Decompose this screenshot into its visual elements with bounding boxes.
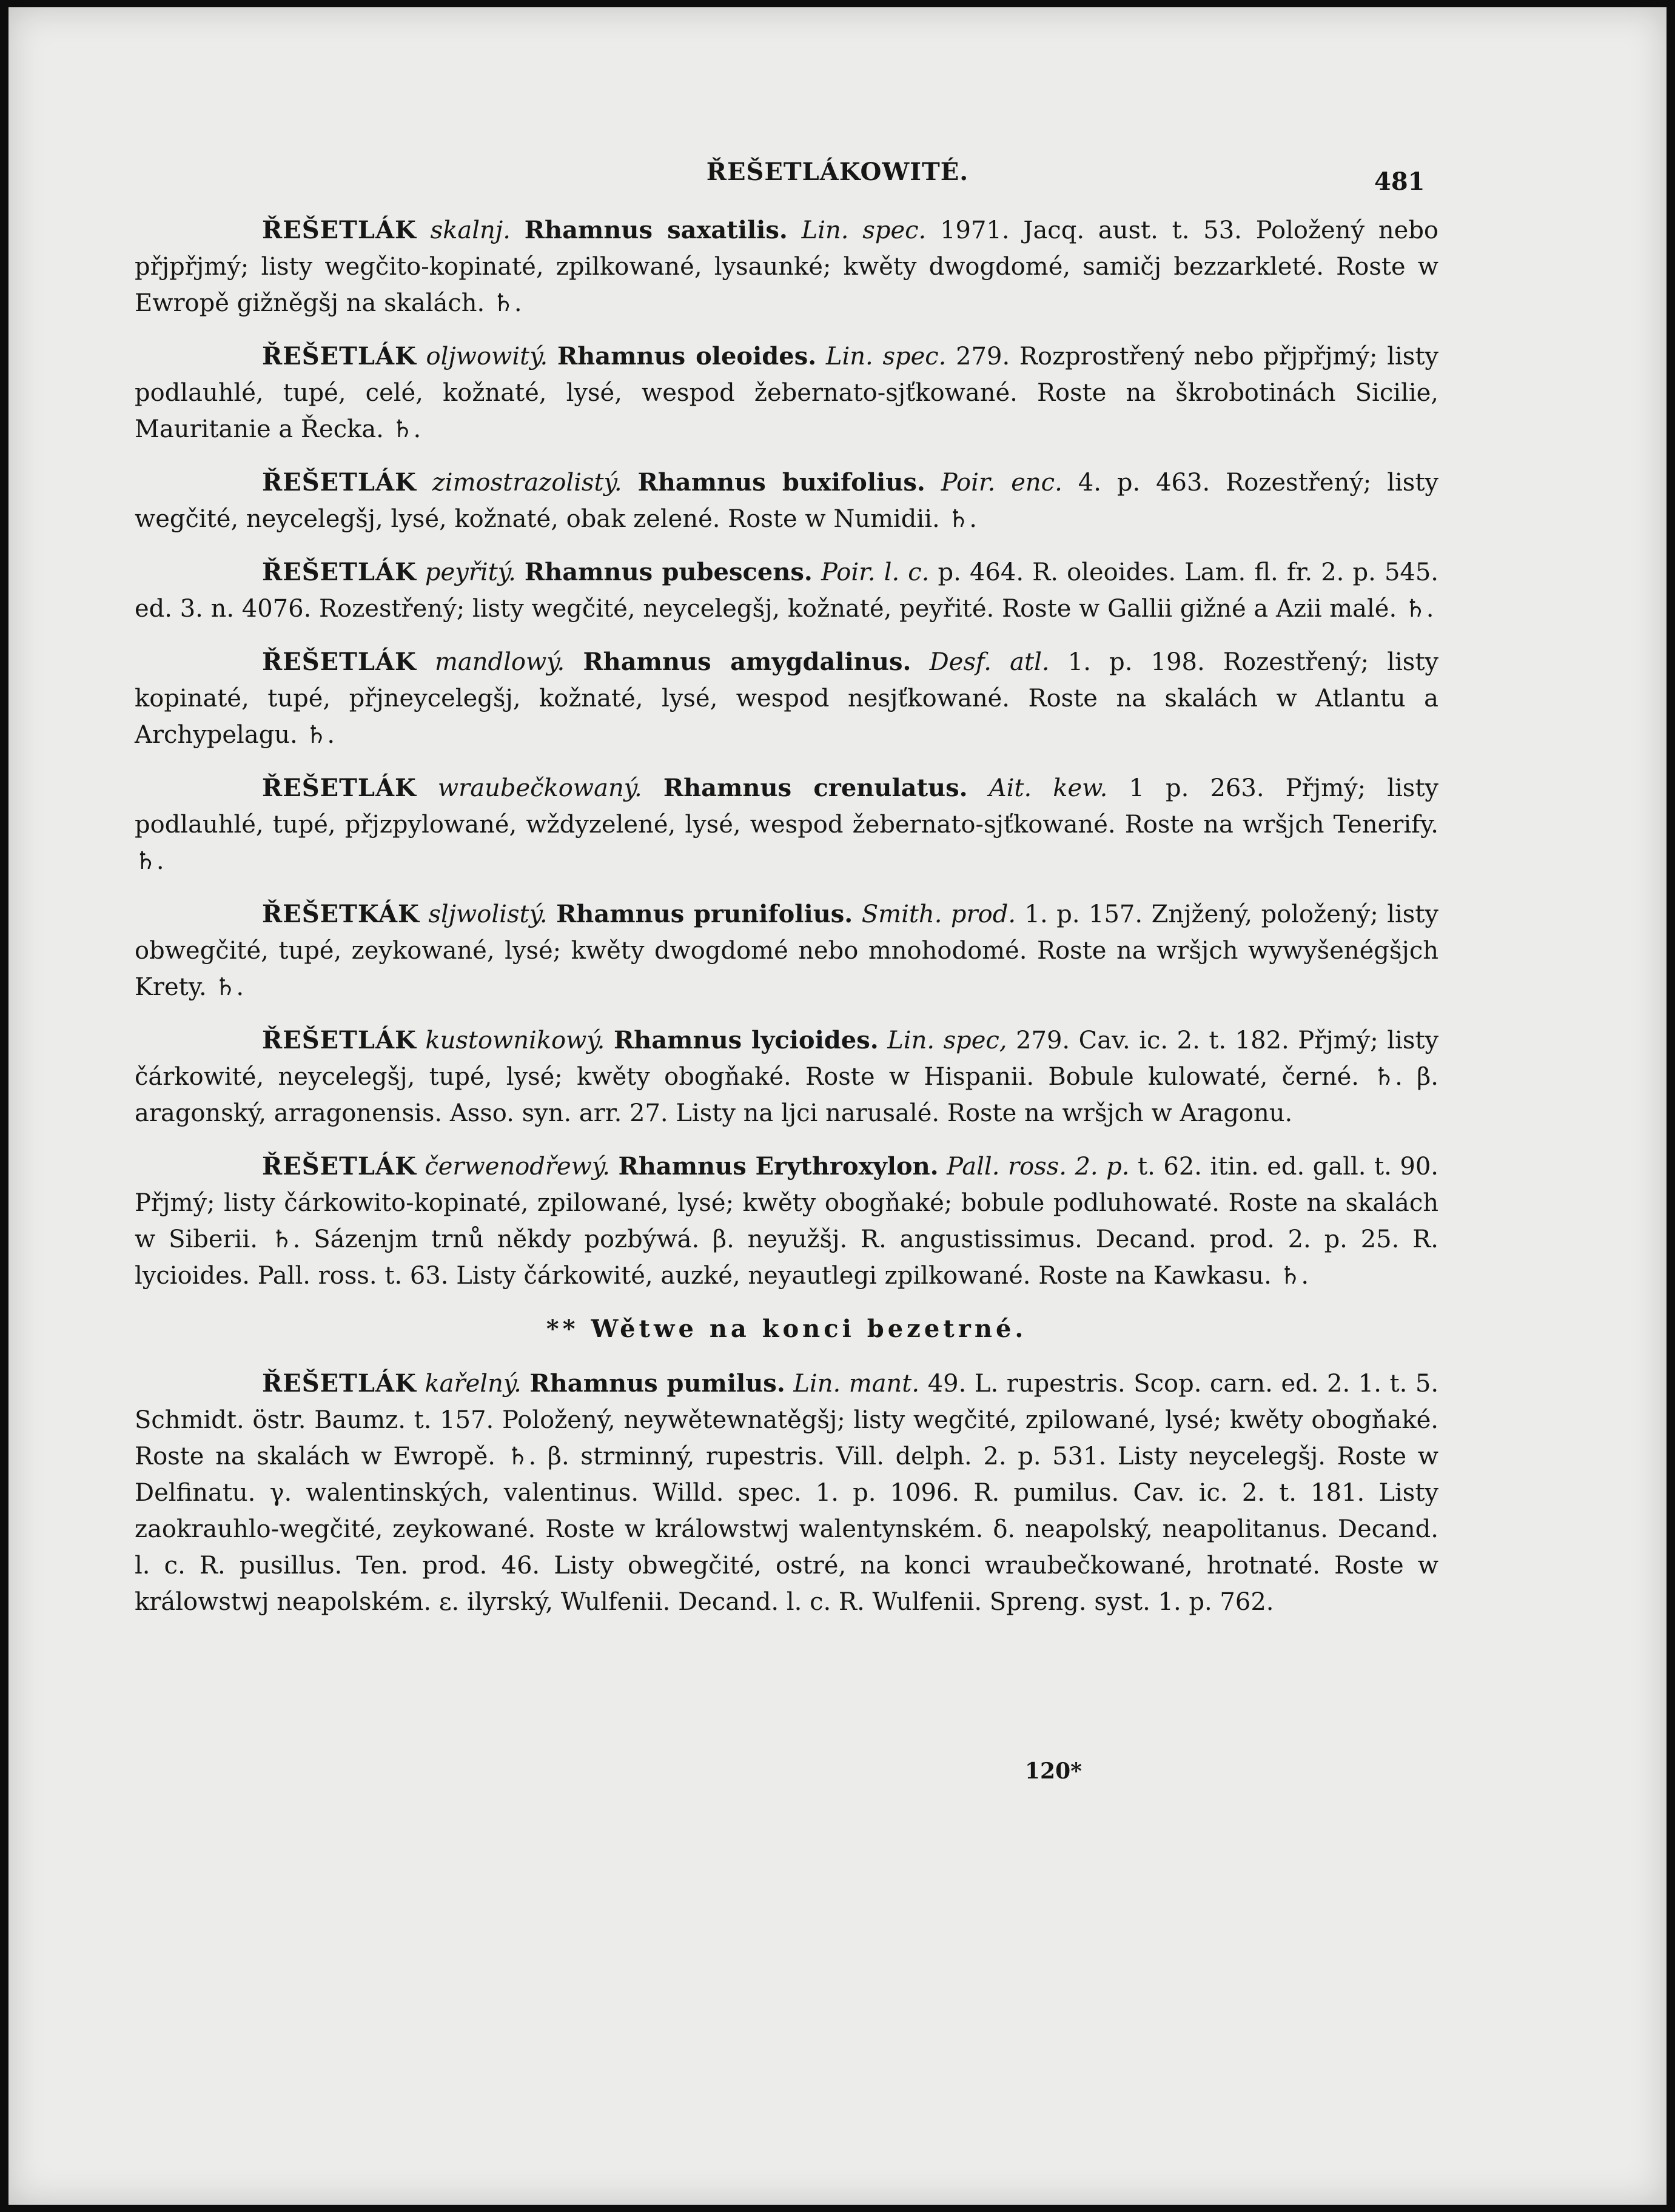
entry-species: oljwowitý. <box>426 343 548 370</box>
entry-text: 49. L. rupestris. Scop. carn. ed. 2. 1. t. 5. Schmidt. östr. Baumz. t. 157. Položený, neywětewnatěgšj; listy wegčité, zpilowané, lysé; kwěty obogňaké. Roste na skalách w Ewropě. ♄. β. strminný, rupestris. Vill. delph. 2. p. 531. Listy neycelegšj. Roste w Delfinatu. γ. walentinských, valentinus. Willd. spec. 1. p. 1096. R. pumilus. Cav. ic. 2. t. 181. Listy zaokrauhlo-wegčité, zeykowané. Roste w králowstwj walentynském. δ. neapolský, neapolitanus. Decand. l. c. R. pusillus. Ten. prod. 46. Listy obwegčité, ostré, na konci wraubečkowané, hrotnaté. Roste w králowstwj neapolském. ε. ilyrský, Wulfenii. Decand. l. c. R. Wulfenii. Spreng. syst. 1. p. 762. <box>135 1370 1439 1616</box>
entry-species: čerwenodřewý. <box>425 1153 610 1181</box>
entry-latin-name: Rhamnus crenulatus. <box>663 774 968 802</box>
entry-citation: Smith. prod. <box>861 900 1016 928</box>
entry-latin-name: Rhamnus saxatilis. <box>524 216 788 244</box>
entry-genus: ŘEŠETLÁK <box>262 1369 417 1398</box>
entry-genus: ŘEŠETLÁK <box>262 774 417 802</box>
entry-latin-name: Rhamnus Erythroxylon. <box>618 1152 939 1181</box>
entry-text: 1971. Jacq. aust. t. 53. Položený nebo přjpřjmý; listy wegčito-kopinaté, zpilkowané, lysaunké; kwěty dwogdomé, samičj bezzarkleté. Roste w Ewropě gižněgšj na skalách. ♄. <box>135 216 1439 317</box>
entry-citation: Ait. kew. <box>989 774 1108 802</box>
entry-rhamnus-amygdalinus <box>135 644 1438 753</box>
entry-species: mandlowý. <box>434 648 565 676</box>
entry-text: t. 62. itin. ed. gall. t. 90. Přjmý; listy čárkowito-kopinaté, zpilowané, lysé; kwěty obogňaké; bobule podluhowaté. Roste na skalách w Siberii. ♄. Sázenjm trnů někdy pozbýwá. β. neyužšj. R. angustissimus. Decand. prod. 2. p. 25. R. lycioides. Pall. ross. t. 63. Listy čárkowité, auzké, neyautlegi zpilkowané. Roste na Kawkasu. ♄. <box>135 1153 1438 1290</box>
entry-text: 279. Rozprostřený nebo přjpřjmý; listy podlauhlé, tupé, celé, kožnaté, lysé, wespod žebernato-sjťkowané. Roste na škrobotinách Sicilie, Mauritanie a Řecka. ♄. <box>135 343 1439 443</box>
entry-text: 1. p. 198. Rozestřený; listy kopinaté, tupé, přjneycelegšj, kožnaté, lysé, wespod nesjťkowané. Roste na skalách w Atlantu a Archypelagu. ♄. <box>135 648 1439 749</box>
page-number: 481 <box>1374 167 1425 196</box>
entry-species: kařelný. <box>425 1370 522 1398</box>
entry-rhamnus-pumilus <box>135 1366 1438 1620</box>
entry-text: 1. p. 157. Znjžený, položený; listy obwegčité, tupé, zeykowané, lysé; kwěty dwogdomé nebo mnohodomé. Roste na wršjch wywyšenégšjch Krety. ♄. <box>135 900 1438 1001</box>
entry-genus: ŘEŠETKÁK <box>262 900 420 928</box>
entry-citation: Pall. ross. 2. p. <box>947 1153 1130 1181</box>
page-body <box>135 212 1438 1637</box>
entry-text: 4. p. 463. Rozestřený; listy wegčité, neycelegšj, lysé, kožnaté, obak zelené. Roste w Numidii. ♄. <box>135 469 1438 533</box>
entry-text: 1 p. 263. Přjmý; listy podlauhlé, tupé, přjzpylowané, wždyzelené, lysé, wespod žebernato-sjťkowané. Roste na wršjch Tenerify. ♄. <box>135 774 1438 875</box>
entry-genus: ŘEŠETLÁK <box>262 1026 417 1054</box>
entry-citation: Poir. enc. <box>941 469 1062 497</box>
entry-species: sljwolistý. <box>428 900 548 928</box>
entry-latin-name: Rhamnus lycioides. <box>613 1026 879 1054</box>
entry-rhamnus-pubescens <box>135 554 1438 627</box>
entry-citation: Lin. spec. <box>825 343 947 370</box>
entry-genus: ŘEŠETLÁK <box>262 648 417 676</box>
entry-genus: ŘEŠETLÁK <box>262 342 417 370</box>
entry-species: skalnj. <box>430 216 511 244</box>
entry-genus: ŘEŠETLÁK <box>262 216 417 244</box>
entry-species: zimostrazolistý. <box>432 469 622 497</box>
entry-latin-name: Rhamnus pumilus. <box>529 1369 785 1398</box>
running-title: ŘEŠETLÁKOWITÉ. <box>706 158 969 186</box>
entry-latin-name: Rhamnus prunifolius. <box>556 900 853 928</box>
entry-species: kustownikowý. <box>425 1027 605 1054</box>
signature-mark: 120* <box>1025 1758 1082 1784</box>
entry-latin-name: Rhamnus buxifolius. <box>637 468 925 497</box>
entry-rhamnus-erythroxylon <box>135 1148 1438 1294</box>
entry-species: peyřitý. <box>425 558 516 586</box>
entry-citation: Lin. spec, <box>887 1027 1007 1054</box>
entry-rhamnus-crenulatus <box>135 770 1438 879</box>
entry-citation: Desf. atl. <box>929 648 1050 676</box>
section-heading: ** Wětwe na konci bezetrné. <box>546 1315 1027 1343</box>
entry-citation: Lin. spec. <box>801 216 927 244</box>
book-page <box>8 7 1667 2205</box>
entry-genus: ŘEŠETLÁK <box>262 468 417 497</box>
entry-latin-name: Rhamnus oleoides. <box>557 342 817 370</box>
entry-citation: Lin. mant. <box>793 1370 920 1398</box>
entry-latin-name: Rhamnus pubescens. <box>524 558 813 586</box>
entry-citation: Poir. l. c. <box>821 558 930 586</box>
entry-rhamnus-oleoides <box>135 338 1438 447</box>
entry-rhamnus-lycioides <box>135 1022 1438 1131</box>
entry-genus: ŘEŠETLÁK <box>262 1152 417 1181</box>
entry-text: p. 464. R. oleoides. Lam. fl. fr. 2. p. 545. ed. 3. n. 4076. Rozestřený; listy wegčité, neycelegšj, kožnaté, peyřité. Roste w Gallii gižné a Azii malé. ♄. <box>135 558 1438 623</box>
entry-genus: ŘEŠETLÁK <box>262 558 417 586</box>
entry-rhamnus-prunifolius <box>135 896 1438 1005</box>
entry-species: wraubečkowaný. <box>437 774 642 802</box>
entry-rhamnus-saxatilis <box>135 212 1438 321</box>
entry-latin-name: Rhamnus amygdalinus. <box>583 648 911 676</box>
entry-rhamnus-buxifolius <box>135 464 1438 537</box>
entry-text: 279. Cav. ic. 2. t. 182. Přjmý; listy čárkowité, neycelegšj, tupé, lysé; kwěty obogňaké. Roste w Hispanii. Bobule kulowaté, černé. ♄. β. aragonský, arragonensis. Asso. syn. arr. 27. Listy na ljci narusalé. Roste na wršjch w Aragonu. <box>135 1027 1439 1127</box>
